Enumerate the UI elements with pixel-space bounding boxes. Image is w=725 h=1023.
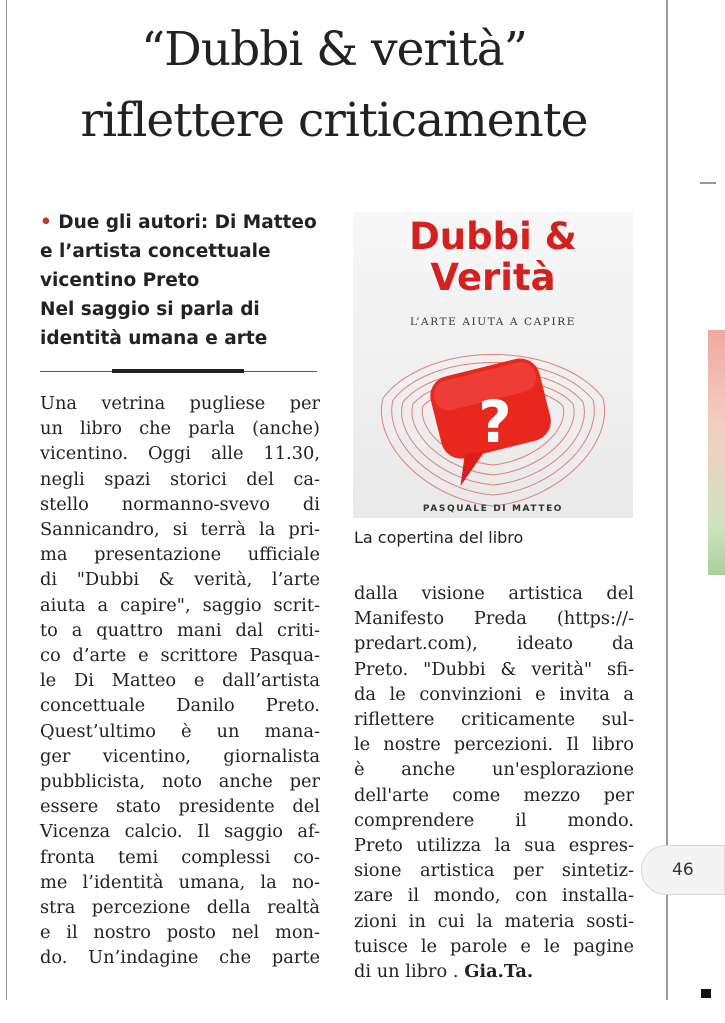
headline-line-1: “Dubbi & verità” (141, 22, 527, 77)
kicker-line-3: vicentino Preto (40, 270, 200, 291)
body-line: vicentino. Oggi alle 11.30, (40, 443, 320, 465)
body-line: Preto. "Dubbi & verità" sfi- (354, 658, 634, 680)
body-line: pubblicista, noto anche per (40, 771, 320, 793)
body-line: dalla visione artistica del (354, 583, 634, 604)
kicker-divider (40, 371, 317, 372)
kicker-line-2: e l’artista concettuale (40, 241, 271, 262)
body-line: zare il mondo, con installa- (354, 885, 634, 907)
body-line: essere stato presidente del (40, 796, 320, 818)
body-line: Una vetrina pugliese per (40, 393, 320, 414)
body-line: zioni in cui la materia sosti- (354, 910, 634, 932)
body-line: Manifesto Preda (https://- (354, 608, 634, 630)
cover-author: PASQUALE DI MATTEO (422, 504, 564, 514)
body-line: Quest’ultimo è un mana- (40, 720, 320, 742)
body-line: do. Un’indagine che parte (40, 947, 320, 969)
book-cover-image (353, 212, 633, 518)
left-column-rule (6, 0, 7, 1000)
body-line: da le convinzioni e invita a (354, 683, 634, 705)
question-bubble-icon (353, 330, 633, 510)
body-line: riflettere criticamente sul- (354, 709, 634, 731)
adjacent-page-image-edge (708, 330, 725, 575)
kicker-summary (40, 208, 330, 353)
body-line: dell'arte come mezzo per (354, 784, 634, 806)
body-line: predart.com), ideato da (354, 633, 634, 655)
image-caption: La copertina del libro (354, 528, 524, 547)
body-line: fronta temi complessi co- (40, 846, 320, 868)
headline-line-2: riflettere criticamente (80, 93, 588, 148)
body-line: stello normanno-svevo di (40, 493, 320, 515)
kicker-bullet: • (40, 212, 52, 233)
cover-subtitle: L’ARTE AIUTA A CAPIRE (410, 316, 576, 328)
body-line: comprendere il mondo. (354, 809, 634, 831)
kicker-line-5: identità umana e arte (40, 328, 268, 349)
kicker-divider-accent (112, 369, 244, 373)
body-line: è anche un'esplorazione (354, 759, 634, 781)
body-line: Vicenza calcio. Il saggio af- (40, 821, 320, 843)
body-last-line (354, 959, 634, 984)
body-line: concettuale Danilo Preto. (40, 695, 320, 717)
body-line: negli spazi storici del ca- (40, 468, 320, 490)
page-number-badge[interactable] (641, 845, 725, 895)
question-mark-glyph: ? (478, 388, 512, 456)
body-column-1 (40, 391, 320, 971)
body-line: ger vicentino, giornalista (40, 745, 320, 767)
body-line: ma presentazione ufficiale (40, 544, 320, 566)
body-line: Sannicandro, si terrà la pri- (40, 519, 320, 541)
corner-mark (701, 989, 711, 998)
kicker-line-4: Nel saggio si parla di (40, 299, 260, 320)
adjacent-page-dash (700, 182, 716, 184)
body-line: Preto utilizza la sua espres- (354, 835, 634, 857)
cover-title-line-2: Verità (430, 256, 556, 299)
body-line: to a quattro mani dal criti- (40, 619, 320, 641)
body-line: un libro che parla (anche) (40, 418, 320, 440)
body-column-2 (354, 581, 634, 984)
body-line: le nostre percezioni. Il libro (354, 734, 634, 756)
author-signature: Gia.Ta. (464, 961, 534, 983)
body-line: stra percezione della realtà (40, 897, 320, 919)
body-line: di "Dubbi & verità, l’arte (40, 569, 320, 591)
body-line: le Di Matteo e dall’artista (40, 670, 320, 692)
body-line: tuisce le parole e le pagine (354, 935, 634, 957)
body-line: co d’arte e scrittore Pasqua- (40, 645, 320, 667)
body-last-text: di un libro . (354, 961, 459, 983)
cover-title-line-1: Dubbi & (409, 215, 577, 258)
body-line: me l’identità umana, la no- (40, 871, 320, 893)
kicker-line-1-text: Due gli autori: Di Matteo (58, 212, 317, 233)
kicker-line-1 (40, 208, 330, 237)
body-line: sione artistica per sintetiz- (354, 860, 634, 882)
page-number: 46 (672, 860, 694, 880)
body-line: aiuta a capire", saggio scrit- (40, 594, 320, 616)
body-line: e il nostro posto nel mon- (40, 922, 320, 944)
